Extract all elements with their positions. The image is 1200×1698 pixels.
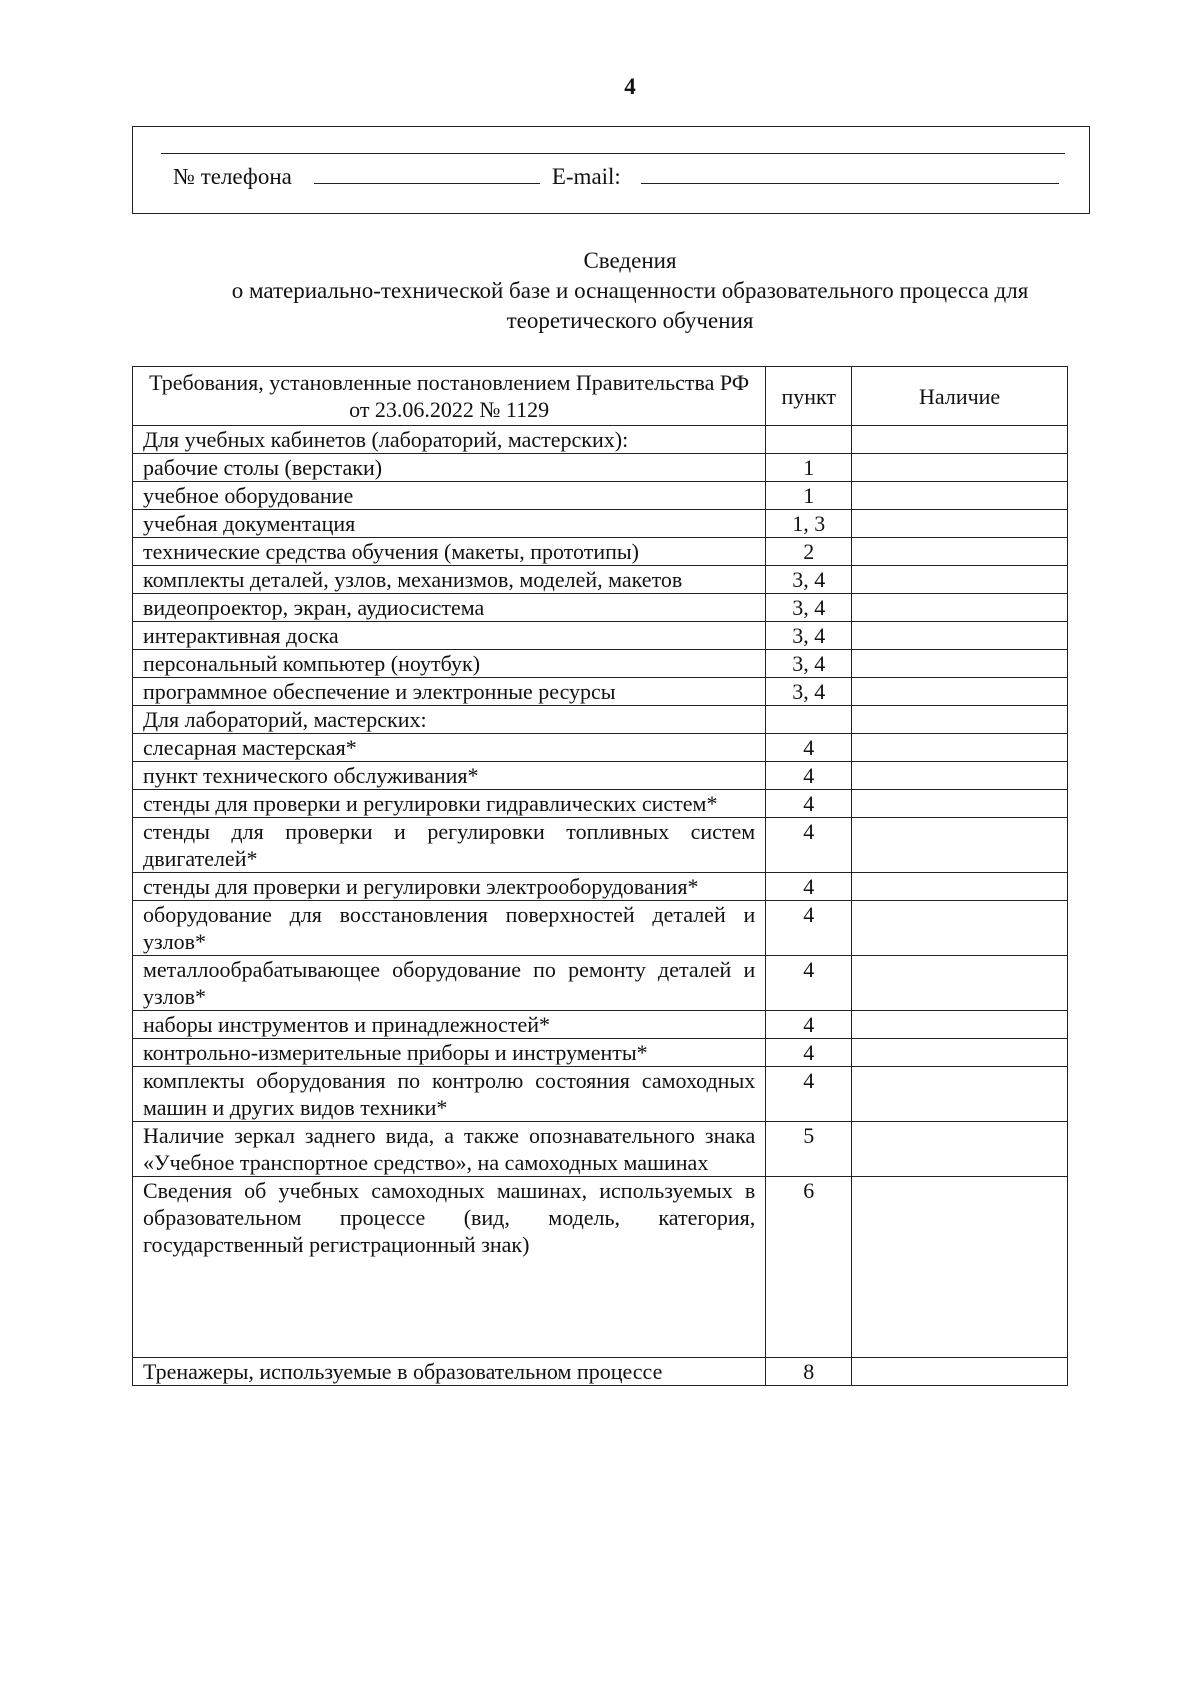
requirement-cell: слесарная мастерская* (133, 734, 766, 762)
requirement-cell: контрольно-измерительные приборы и инструменты* (133, 1039, 766, 1067)
blank-line (161, 153, 1065, 154)
availability-cell[interactable] (852, 650, 1068, 678)
heading-line-3: теоретического обучения (506, 308, 754, 333)
requirement-cell: наборы инструментов и принадлежностей* (133, 1011, 766, 1039)
item-cell: 1, 3 (766, 510, 852, 538)
item-cell: 4 (766, 1011, 852, 1039)
section-heading (132, 246, 1128, 336)
availability-cell[interactable] (852, 734, 1068, 762)
availability-cell[interactable] (852, 762, 1068, 790)
item-cell: 4 (766, 873, 852, 901)
requirement-cell: оборудование для восстановления поверхностей деталей и узлов* (133, 901, 766, 956)
table-row (133, 566, 1068, 594)
table-row (133, 1039, 1068, 1067)
availability-cell[interactable] (852, 510, 1068, 538)
requirement-cell: Сведения об учебных самоходных машинах, используемых в образовательном процессе (вид, модель, категория, государственный регистрационный знак) (133, 1177, 766, 1358)
header-item: пункт (766, 367, 852, 426)
table-header-row (133, 367, 1068, 426)
availability-cell[interactable] (852, 901, 1068, 956)
requirement-cell: пункт технического обслуживания* (133, 762, 766, 790)
table-row (133, 454, 1068, 482)
requirements-table (132, 366, 1068, 1386)
header-availability: Наличие (852, 367, 1068, 426)
availability-cell[interactable] (852, 566, 1068, 594)
availability-cell[interactable] (852, 818, 1068, 873)
availability-cell[interactable] (852, 1358, 1068, 1386)
availability-cell[interactable] (852, 678, 1068, 706)
table-row (133, 1177, 1068, 1358)
table-row (133, 1358, 1068, 1386)
table-row (133, 650, 1068, 678)
availability-cell[interactable] (852, 454, 1068, 482)
item-cell: 1 (766, 482, 852, 510)
requirement-cell: Наличие зеркал заднего вида, а также опознавательного знака «Учебное транспортное средство», на самоходных машинах (133, 1122, 766, 1177)
table-row (133, 678, 1068, 706)
item-cell: 2 (766, 538, 852, 566)
item-cell: 4 (766, 901, 852, 956)
item-cell: 4 (766, 818, 852, 873)
requirement-cell: учебная документация (133, 510, 766, 538)
item-cell: 4 (766, 734, 852, 762)
email-field[interactable] (641, 161, 1059, 184)
requirement-cell: Тренажеры, используемые в образовательном процессе (133, 1358, 766, 1386)
availability-cell[interactable] (852, 538, 1068, 566)
item-cell: 8 (766, 1358, 852, 1386)
table-row (133, 818, 1068, 873)
table-row (133, 1011, 1068, 1039)
availability-cell[interactable] (852, 594, 1068, 622)
table-body (133, 426, 1068, 1386)
availability-cell[interactable] (852, 706, 1068, 734)
item-cell (766, 426, 852, 454)
requirement-cell: персональный компьютер (ноутбук) (133, 650, 766, 678)
table-row (133, 873, 1068, 901)
requirement-cell: Для учебных кабинетов (лабораторий, мастерских): (133, 426, 766, 454)
table-row (133, 956, 1068, 1011)
item-cell: 4 (766, 956, 852, 1011)
availability-cell[interactable] (852, 1122, 1068, 1177)
requirement-cell: стенды для проверки и регулировки электрооборудования* (133, 873, 766, 901)
availability-cell[interactable] (852, 790, 1068, 818)
requirement-cell: учебное оборудование (133, 482, 766, 510)
table-row (133, 762, 1068, 790)
availability-cell[interactable] (852, 1011, 1068, 1039)
item-cell: 3, 4 (766, 622, 852, 650)
requirement-cell: программное обеспечение и электронные ресурсы (133, 678, 766, 706)
heading-line-2: о материально-технической базе и оснащенности образовательного процесса для (231, 278, 1029, 303)
item-cell: 6 (766, 1177, 852, 1358)
table-row (133, 790, 1068, 818)
item-cell: 1 (766, 454, 852, 482)
item-cell: 3, 4 (766, 594, 852, 622)
header-requirements: Требования, установленные постановлением Правительства РФ от 23.06.2022 № 1129 (133, 367, 766, 426)
requirement-cell: стенды для проверки и регулировки гидравлических систем* (133, 790, 766, 818)
page-number: 4 (624, 74, 636, 99)
table-row (133, 706, 1068, 734)
table-row (133, 426, 1068, 454)
requirement-cell: интерактивная доска (133, 622, 766, 650)
availability-cell[interactable] (852, 956, 1068, 1011)
table-row (133, 1122, 1068, 1177)
requirement-cell: стенды для проверки и регулировки топливных систем двигателей* (133, 818, 766, 873)
requirement-cell: рабочие столы (верстаки) (133, 454, 766, 482)
contact-row (173, 161, 1059, 190)
availability-cell[interactable] (852, 1067, 1068, 1122)
requirement-cell: комплекты оборудования по контролю состояния самоходных машин и других видов техники* (133, 1067, 766, 1122)
availability-cell[interactable] (852, 1039, 1068, 1067)
item-cell (766, 706, 852, 734)
phone-label: № телефона (173, 164, 292, 189)
availability-cell[interactable] (852, 426, 1068, 454)
requirement-cell: Для лабораторий, мастерских: (133, 706, 766, 734)
table-row (133, 594, 1068, 622)
email-label: E-mail: (551, 164, 621, 189)
availability-cell[interactable] (852, 1177, 1068, 1358)
table-row (133, 510, 1068, 538)
table-row (133, 901, 1068, 956)
requirement-cell: комплекты деталей, узлов, механизмов, моделей, макетов (133, 566, 766, 594)
table-row (133, 1067, 1068, 1122)
item-cell: 4 (766, 1067, 852, 1122)
availability-cell[interactable] (852, 482, 1068, 510)
item-cell: 3, 4 (766, 650, 852, 678)
phone-field[interactable] (314, 161, 540, 184)
table-row (133, 482, 1068, 510)
item-cell: 3, 4 (766, 678, 852, 706)
item-cell: 4 (766, 762, 852, 790)
requirement-cell: технические средства обучения (макеты, прототипы) (133, 538, 766, 566)
contact-box (132, 126, 1090, 214)
heading-line-1: Сведения (583, 248, 677, 273)
item-cell: 4 (766, 790, 852, 818)
requirement-cell: металлообрабатывающее оборудование по ремонту деталей и узлов* (133, 956, 766, 1011)
table-row (133, 734, 1068, 762)
table-row (133, 538, 1068, 566)
item-cell: 4 (766, 1039, 852, 1067)
item-cell: 5 (766, 1122, 852, 1177)
availability-cell[interactable] (852, 873, 1068, 901)
availability-cell[interactable] (852, 622, 1068, 650)
table-row (133, 622, 1068, 650)
requirement-cell: видеопроектор, экран, аудиосистема (133, 594, 766, 622)
item-cell: 3, 4 (766, 566, 852, 594)
